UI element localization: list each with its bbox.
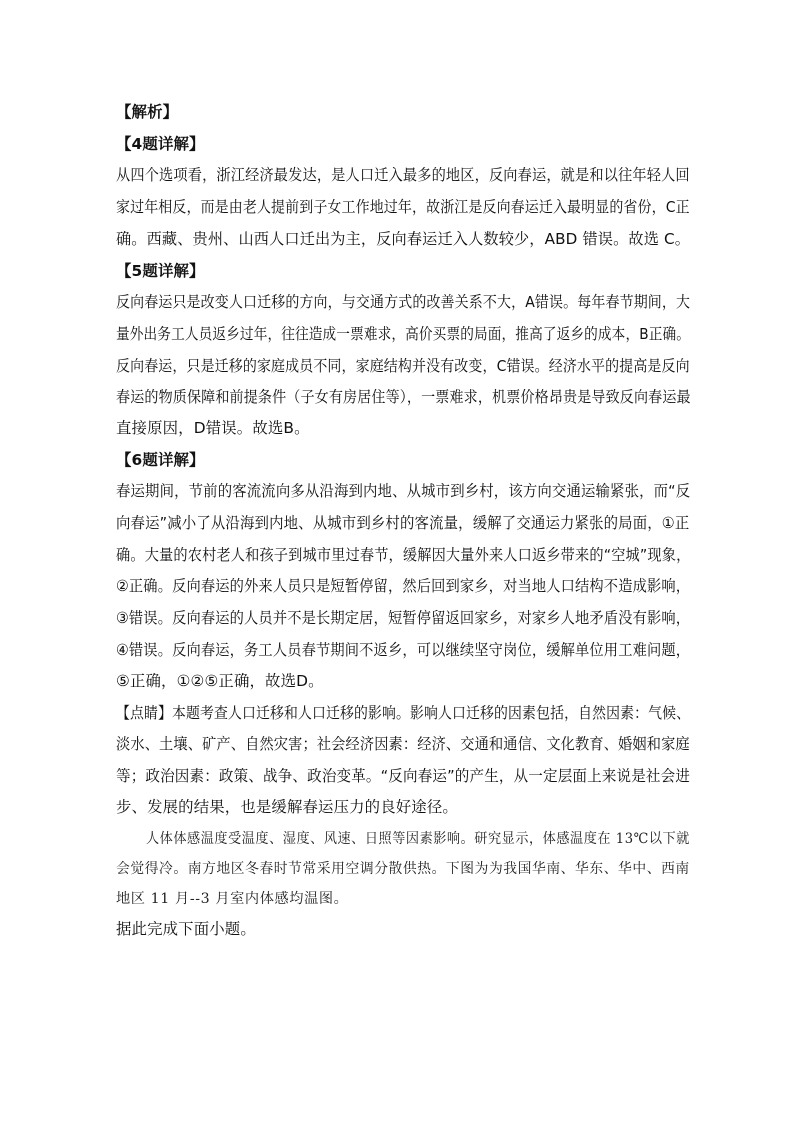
q6-line: ②正确。反向春运的外来人员只是短暂停留，然后回到家乡，对当地人口结构不造成影响， <box>116 577 691 595</box>
q5-line: 直接原因，D错误。故选B。 <box>116 419 310 437</box>
passage-line: 地区 11 月--3 月室内体感均温图。 <box>116 891 349 907</box>
q4-line: 从四个选项看，浙江经济最发达，是人口迁入最多的地区，反向春运，就是和以往年轻人回 <box>116 166 690 184</box>
q6-line: 确。大量的农村老人和孩子到城市里过春节，缓解因大量外来人口返乡带来的“空城”现象， <box>116 546 691 564</box>
q4-heading: 【4题详解】 <box>116 135 205 153</box>
passage-line: 人体体感温度受温度、湿度、风速、日照等因素影响。研究显示，体感温度在 13℃以下就 <box>146 831 690 847</box>
q5-line: 反向春运，只是迁移的家庭成员不同，家庭结构并没有改变，C错误。经济水平的提高是反向 <box>116 357 690 375</box>
q4-line: 确。西藏、贵州、山西人口迁出为主，反向春运迁入人数较少，ABD 错误。故选 C。 <box>116 230 691 248</box>
q6-line: 春运期间，节前的客流流向多从沿海到内地、从城市到乡村，该方向交通运输紧张，而“反 <box>116 482 691 500</box>
q5-line: 量外出务工人员返乡过年，往往造成一票难求，高价买票的局面，推高了返乡的成本，B正确。 <box>116 325 691 343</box>
q4-line: 家过年相反，而是由老人提前到子女工作地过年，故浙江是反向春运迁入最明显的省份，C正 <box>116 198 690 216</box>
passage-line: 会觉得冷。南方地区冬春时节常采用空调分散供热。下图为为我国华南、华东、华中、西南 <box>116 861 690 877</box>
q6-line: 向春运”减小了从沿海到内地、从城市到乡村的客流量，缓解了交通运力紧张的局面，①正 <box>116 514 690 532</box>
q6-heading: 【6题详解】 <box>116 451 205 469</box>
comment-line: 等；政治因素：政策、战争、政治变革。“反向春运”的产生，从一定层面上来说是社会进 <box>116 767 691 785</box>
comment-line: 步、发展的结果，也是缓解春运压力的良好途径。 <box>116 798 458 816</box>
comment-line: 淡水、土壤、矿产、自然灾害；社会经济因素：经济、交通和通信、文化教育、婚姻和家庭 <box>116 735 690 753</box>
passage-instruction: 据此完成下面小题。 <box>116 920 256 938</box>
comment-line: 【点睛】本题考查人口迁移和人口迁移的影响。影响人口迁移的因素包括，自然因素：气候、 <box>116 704 691 722</box>
q5-heading: 【5题详解】 <box>116 262 205 280</box>
analysis-title: 【解析】 <box>116 103 179 121</box>
q5-line: 春运的物质保障和前提条件（子女有房居住等），一票难求，机票价格昂贵是导致反向春运最 <box>116 388 691 406</box>
q6-line: ③错误。反向春运的人员并不是长期定居，短暂停留返回家乡，对家乡人地矛盾没有影响， <box>116 609 691 627</box>
q6-line: ⑤正确，①②⑤正确，故选D。 <box>116 672 324 690</box>
q6-line: ④错误。反向春运，务工人员春节期间不返乡，可以继续坚守岗位，缓解单位用工难问题， <box>116 641 691 659</box>
q5-line: 反向春运只是改变人口迁移的方向，与交通方式的改善关系不大，A错误。每年春节期间，大 <box>116 293 691 311</box>
